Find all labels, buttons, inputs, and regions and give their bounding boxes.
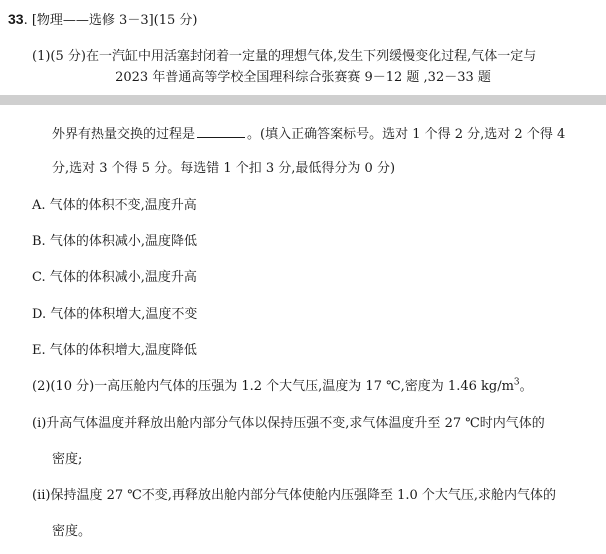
option-a: A. 气体的体积不变,温度升高 — [32, 198, 197, 213]
question-header — [8, 10, 197, 30]
unit-exponent: 3 — [513, 377, 520, 388]
part1-stem-line3: 分,选对 3 个得 5 分。每选错 1 个扣 3 分,最低得分为 0 分) — [52, 161, 396, 176]
option-e: E. 气体的体积增大,温度降低 — [32, 343, 197, 358]
page-divider — [0, 95, 606, 105]
option-d: D. 气体的体积增大,温度不变 — [32, 307, 198, 322]
option-c: C. 气体的体积减小,温度升高 — [32, 270, 197, 285]
part1-stem-line2 — [52, 125, 565, 144]
subquestion-2-line1: (ii)保持温度 27 ℃不变,再释放出舱内部分气体使舱内压强降至 1.0 个大气压,求舱内气体的 — [32, 488, 557, 503]
subquestion-1-line1: (i)升高气体温度并释放出舱内部分气体以保持压强不变,求气体温度升至 27 ℃时内气体的 — [32, 416, 545, 431]
stem-text-after-blank: 。(填入正确答案标号。选对 1 个得 2 分,选对 2 个得 4 — [247, 127, 566, 142]
question-section-title: . [物理——选修 3－3](15 分) — [23, 13, 198, 28]
part2-stem-end: 。 — [519, 379, 533, 394]
question-number: 33 — [8, 11, 24, 27]
answer-blank — [197, 125, 245, 138]
subquestion-1-line2: 密度; — [52, 452, 83, 467]
subquestion-2-line2: 密度。 — [52, 524, 92, 539]
part2-stem — [32, 378, 533, 396]
part1-stem-line1: (1)(5 分)在一汽缸中用活塞封闭着一定量的理想气体,发生下列缓慢变化过程,气体一定与 — [32, 49, 537, 64]
option-b: B. 气体的体积减小,温度降低 — [32, 234, 197, 249]
stem-text-before-blank: 外界有热量交换的过程是 — [52, 127, 196, 142]
exam-title-overlay: 2023 年普通高等学校全国理科综合张赛赛 9－12 题 ,32－33 题 — [115, 70, 491, 85]
part2-stem-text: (2)(10 分)一高压舱内气体的压强为 1.2 个大气压,温度为 17 ℃,密度为 1.46 kg/m — [32, 379, 514, 394]
